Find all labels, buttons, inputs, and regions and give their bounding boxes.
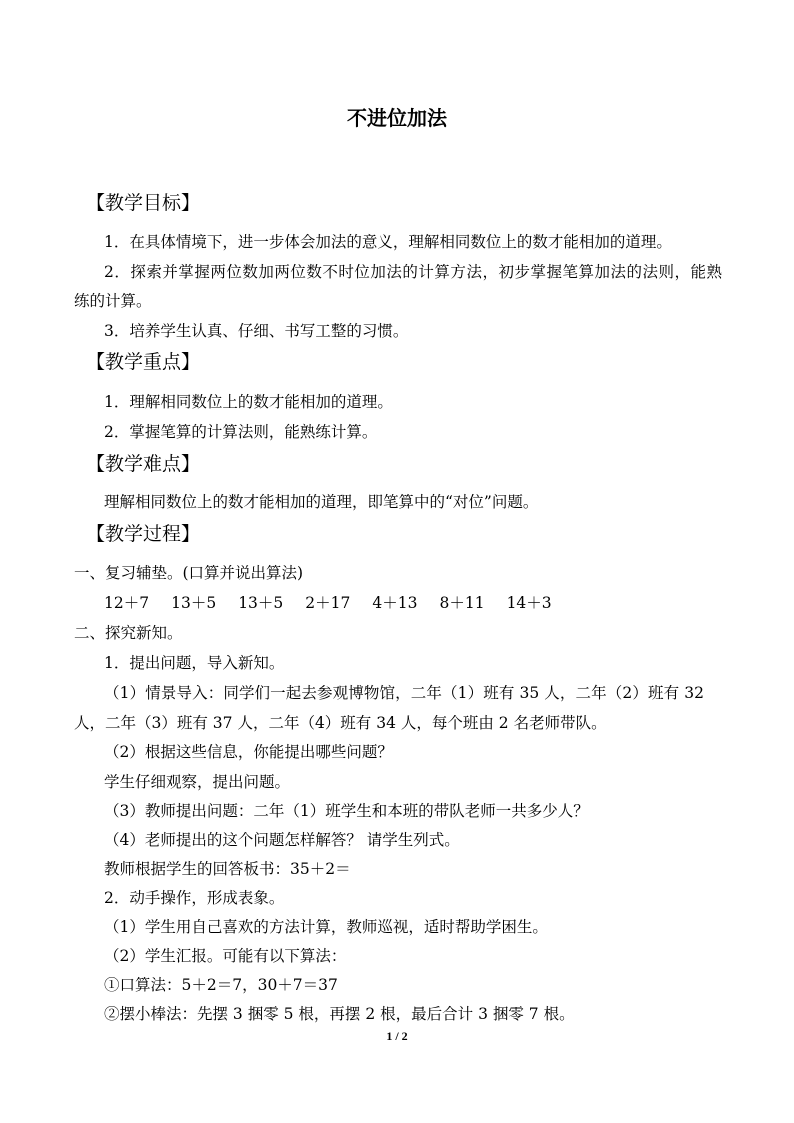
heading-goals: 【教学目标】 xyxy=(86,192,201,214)
process-line-13: ①口算法：5＋2＝7，30＋7＝37 xyxy=(104,976,338,994)
process-line-10: 2．动手操作，形成表象。 xyxy=(104,889,285,907)
goal-line-3: 练的计算。 xyxy=(74,292,152,310)
review-expr: 13＋5 xyxy=(171,594,217,612)
process-line-9: 教师根据学生的回答板书：35＋2＝ xyxy=(104,860,351,878)
review-expr: 2＋17 xyxy=(305,594,351,612)
process-line-4: 人，二年（3）班有 37 人，二年（4）班有 34 人，每个班由 2 名老师带队。 xyxy=(74,714,607,732)
heading-difficulties: 【教学难点】 xyxy=(86,453,201,475)
review-title: 一、复习辅垫。(口算并说出算法) xyxy=(74,564,304,582)
goal-line-2: 2．探索并掌握两位数加两位数不时位加法的计算方法，初步掌握笔算加法的法则，能熟 xyxy=(104,263,722,281)
process-line-6: 学生仔细观察，提出问题。 xyxy=(104,773,291,791)
goal-line-1: 1．在具体情境下，进一步体会加法的意义，理解相同数位上的数才能相加的道理。 xyxy=(104,233,672,251)
process-line-8: （4）老师提出的这个问题怎样解答？ 请学生列式。 xyxy=(104,831,460,849)
process-line-7: （3）教师提出问题：二年（1）班学生和本班的带队老师一共多少人？ xyxy=(104,802,589,820)
review-expr: 14＋3 xyxy=(506,594,552,612)
process-line-14: ②摆小棒法：先摆 3 捆零 5 根，再摆 2 根，最后合计 3 捆零 7 根。 xyxy=(104,1005,575,1023)
goal-line-4: 3．培养学生认真、仔细、书写工整的习惯。 xyxy=(104,322,409,340)
review-expr: 13＋5 xyxy=(238,594,284,612)
process-line-12: （2）学生汇报。可能有以下算法： xyxy=(104,947,347,965)
process-line-11: （1）学生用自己喜欢的方法计算，教师巡视，适时帮助学困生。 xyxy=(104,918,548,936)
review-expr: 4＋13 xyxy=(372,594,418,612)
process-line-5: （2）根据这些信息，你能提出哪些问题？ xyxy=(104,743,393,761)
heading-process: 【教学过程】 xyxy=(86,523,201,545)
process-line-2: 1．提出问题，导入新知。 xyxy=(104,654,285,672)
process-line-3: （1）情景导入：同学们一起去参观博物馆，二年（1）班有 35 人，二年（2）班有 32 xyxy=(104,684,704,702)
review-expr: 8＋11 xyxy=(439,594,485,612)
review-expressions xyxy=(104,592,574,614)
page-title: 不进位加法 xyxy=(347,106,447,130)
page-number: 1 / 2 xyxy=(386,1029,408,1043)
heading-key-points: 【教学重点】 xyxy=(86,351,201,373)
key-point-line-1: 1．理解相同数位上的数才能相加的道理。 xyxy=(104,393,393,411)
difficulty-line-1: 理解相同数位上的数才能相加的道理，即笔算中的“对位”问题。 xyxy=(104,493,539,511)
process-line-1: 二、探究新知。 xyxy=(74,624,183,642)
key-point-line-2: 2．掌握笔算的计算法则，能熟练计算。 xyxy=(104,423,378,441)
review-expr: 12＋7 xyxy=(104,594,150,612)
